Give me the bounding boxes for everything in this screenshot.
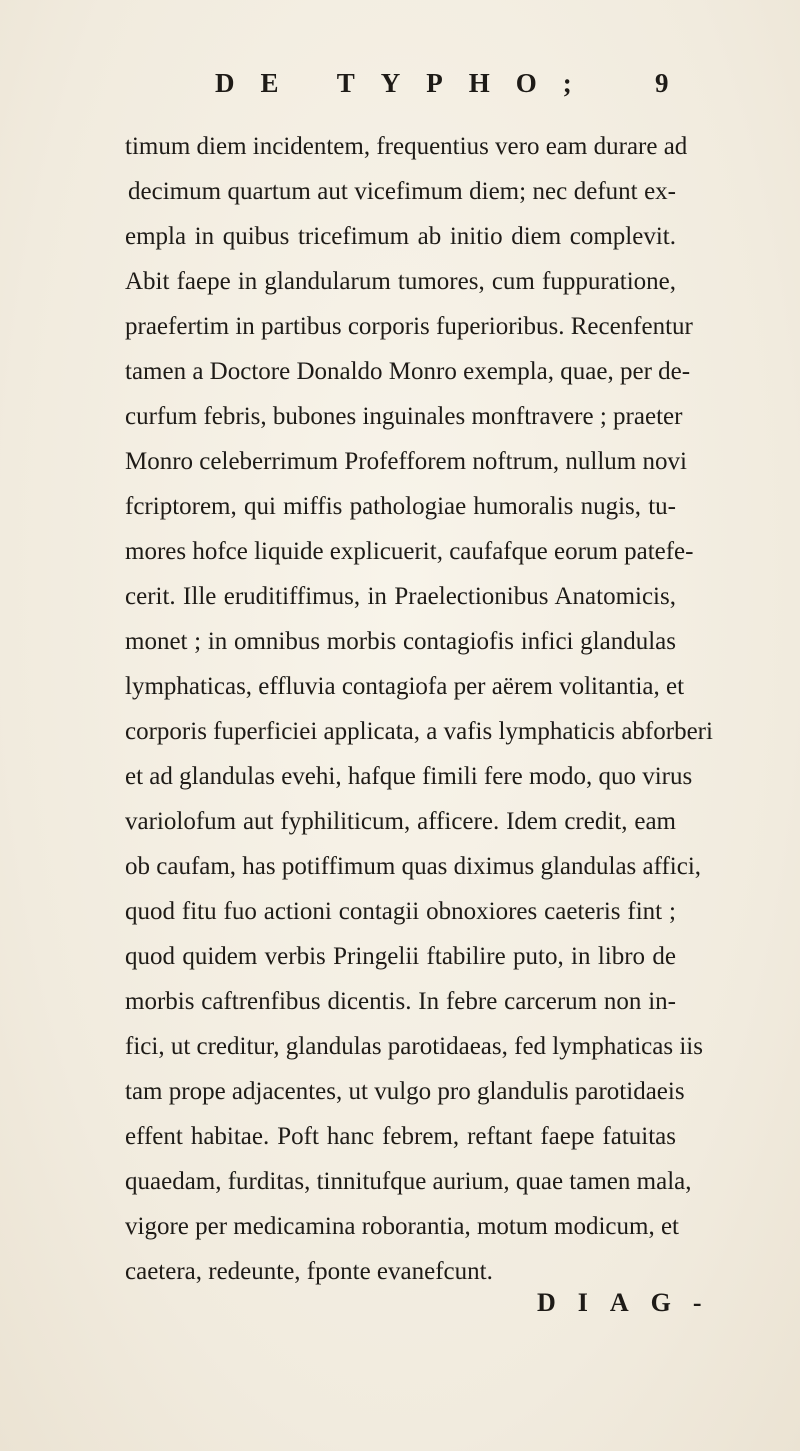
text-line-10: mores hofce liquide explicuerit, caufafque eorum patefe- [125, 538, 694, 565]
text-line-17: ob caufam, has potiffimum quas diximus glandulas affici, [125, 853, 702, 880]
text-line-9: fcriptorem, qui miffis pathologiae humoralis nugis, tu- [125, 493, 676, 520]
running-title: DE TYPHO; [215, 68, 598, 98]
text-line-26: caetera, redeunte, fponte evanefcunt. [125, 1258, 493, 1285]
text-line-24: quaedam, furditas, tinnitufque aurium, quae tamen mala, [125, 1168, 692, 1195]
text-line-4: Abit faepe in glandularum tumores, cum fuppuratione, [125, 268, 676, 295]
text-line-25: vigore per medicamina roborantia, motum modicum, et [125, 1213, 680, 1240]
page-number: 9 [655, 68, 669, 98]
text-line-12: monet ; in omnibus morbis contagiofis infici glandulas [125, 628, 676, 655]
text-line-23: effent habitae. Poft hanc febrem, reftant faepe fatuitas [125, 1123, 676, 1150]
text-line-2: decimum quartum aut vicefimum diem; nec defunt ex- [128, 178, 676, 205]
text-line-16: variolofum aut fyphiliticum, afficere. Idem credit, eam [125, 808, 676, 835]
text-line-14: corporis fuperficiei applicata, a vafis lymphaticis abforberi [125, 718, 713, 745]
text-line-15: et ad glandulas evehi, hafque fimili fere modo, quo virus [125, 763, 693, 790]
text-line-7: curfum febris, bubones inguinales monftravere ; praeter [125, 403, 683, 430]
text-line-8: Monro celeberrimum Profefforem noftrum, nullum novi [125, 448, 687, 475]
text-line-6: tamen a Doctore Donaldo Monro exempla, quae, per de- [125, 358, 691, 385]
text-line-11: cerit. Ille eruditiffimus, in Praelectionibus Anatomicis, [125, 583, 676, 610]
running-head [0, 68, 800, 108]
text-line-22: tam prope adjacentes, ut vulgo pro glandulis parotidaeis [125, 1078, 685, 1105]
text-line-21: fici, ut creditur, glandulas parotidaeas, fed lymphaticas iis [125, 1033, 703, 1060]
text-line-18: quod fitu fuo actioni contagii obnoxiores caeteris fint ; [125, 898, 676, 925]
text-line-3: empla in quibus tricefimum ab initio diem complevit. [125, 223, 676, 250]
text-line-19: quod quidem verbis Pringelii ftabilire puto, in libro de [125, 943, 676, 970]
text-line-20: morbis caftrenfibus dicentis. In febre carcerum non in- [125, 988, 676, 1015]
text-line-1: timum diem incidentem, frequentius vero eam durare ad [125, 133, 688, 160]
text-line-5: praefertim in partibus corporis fuperioribus. Recenfentur [125, 313, 693, 340]
text-line-13: lymphaticas, effluvia contagiofa per aërem volitantia, et [125, 673, 685, 700]
catchword: DIAG- [537, 1288, 724, 1317]
